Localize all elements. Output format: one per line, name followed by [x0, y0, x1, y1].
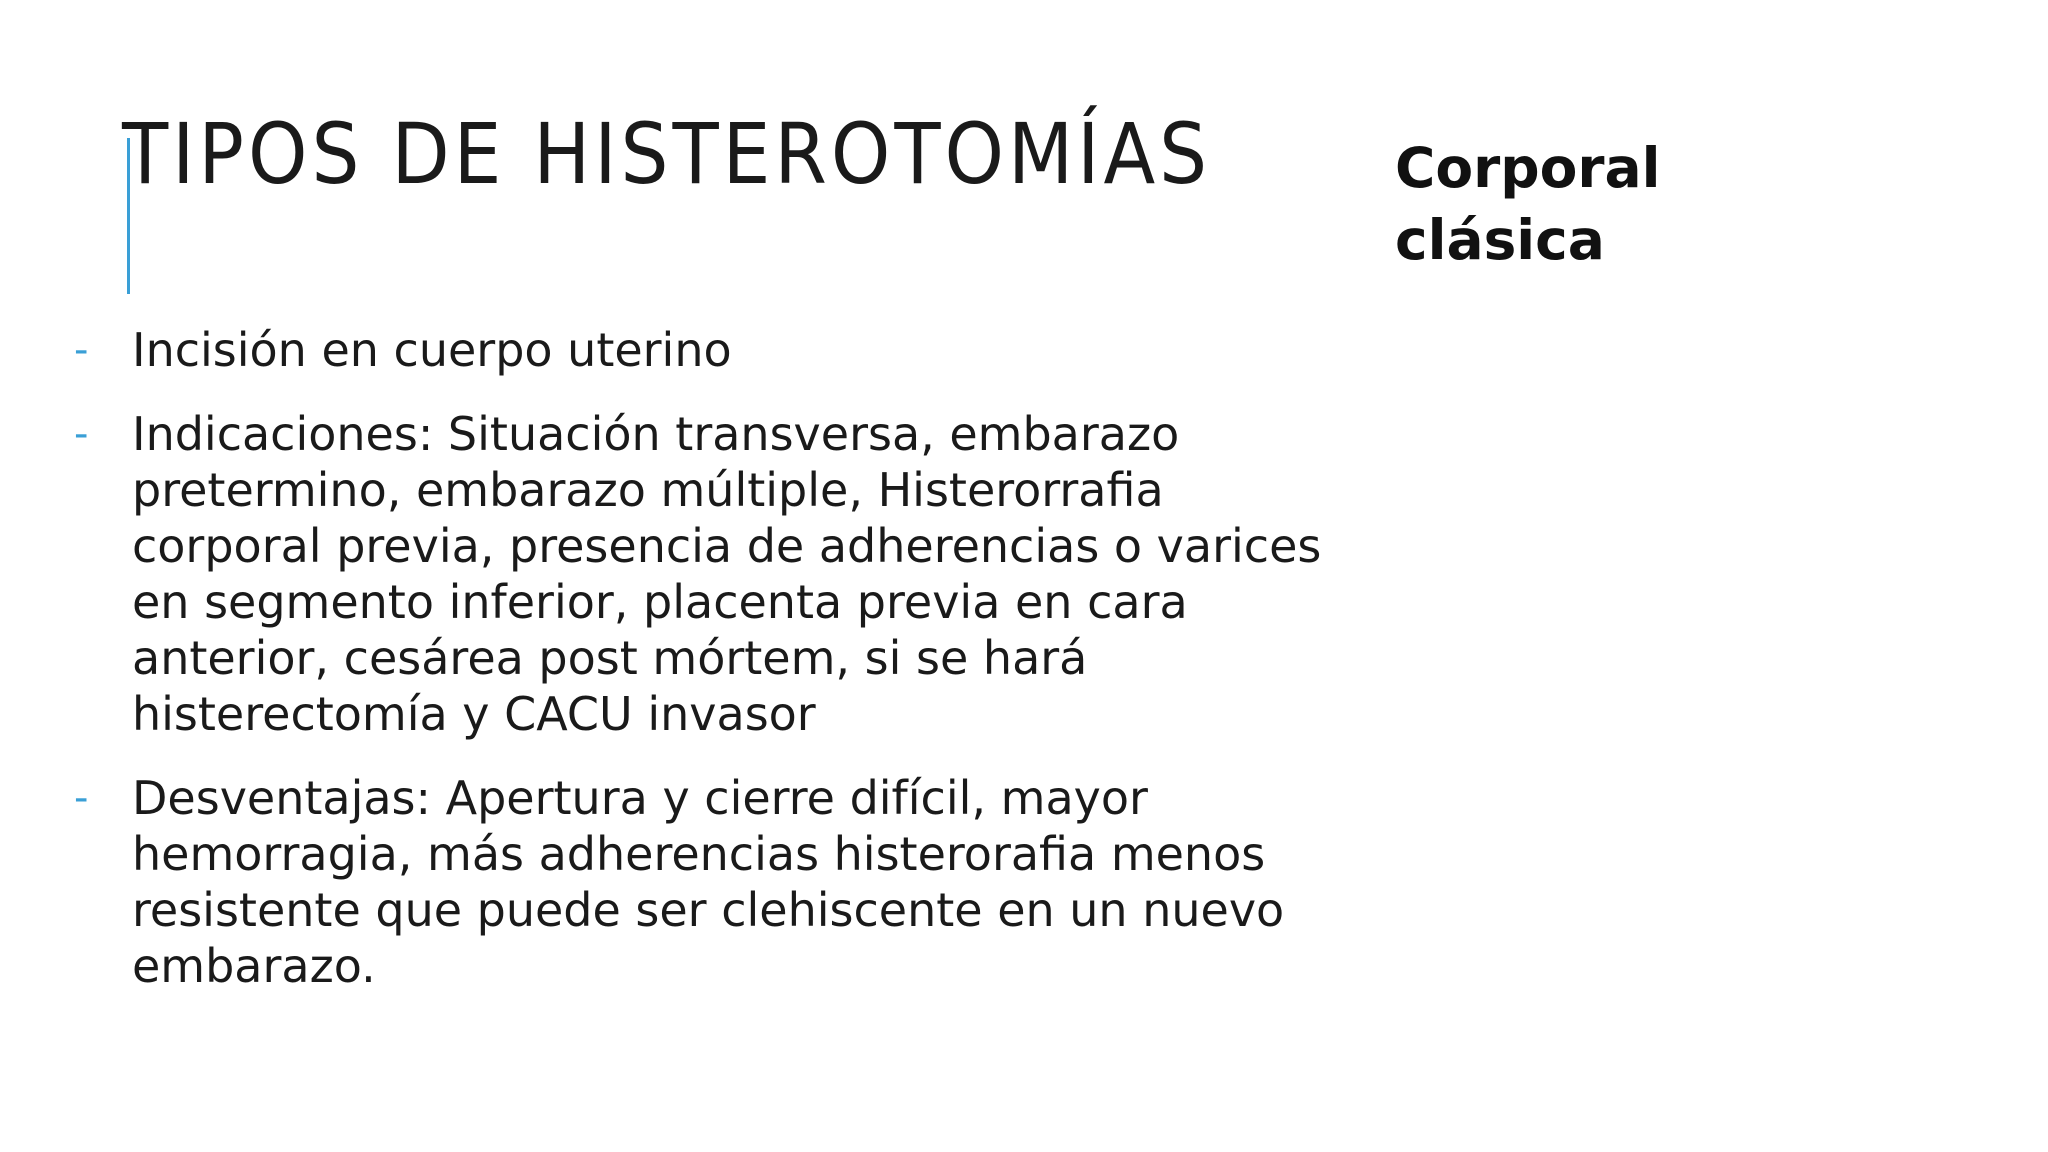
- bullet-item: [74, 322, 1364, 378]
- bullet-text: Desventajas: Apertura y cierre difícil, mayor hemorragia, más adherencias histerorafia menos resistente que puede ser clehiscente en un nuevo embarazo.: [132, 771, 1285, 993]
- bullet-text: Incisión en cuerpo uterino: [132, 323, 732, 377]
- slide-title: TIPOS DE HISTEROTOMÍAS: [122, 105, 1212, 203]
- bullet-marker: -: [74, 327, 89, 373]
- bullet-text: Indicaciones: Situación transversa, embarazo pretermino, embarazo múltiple, Histerorrafia corporal previa, presencia de adherencias o varices en segmento inferior, placenta previa en cara anterior, cesárea post mórtem, si se hará histerectomía y CACU invasor: [132, 407, 1322, 741]
- bullet-item: [74, 770, 1364, 994]
- bullet-marker: -: [74, 411, 89, 457]
- bullet-list: [74, 322, 1364, 1022]
- bullet-item: [74, 406, 1364, 742]
- bullet-marker: -: [74, 775, 89, 821]
- slide-subtitle: Corporal clásica: [1395, 136, 1661, 272]
